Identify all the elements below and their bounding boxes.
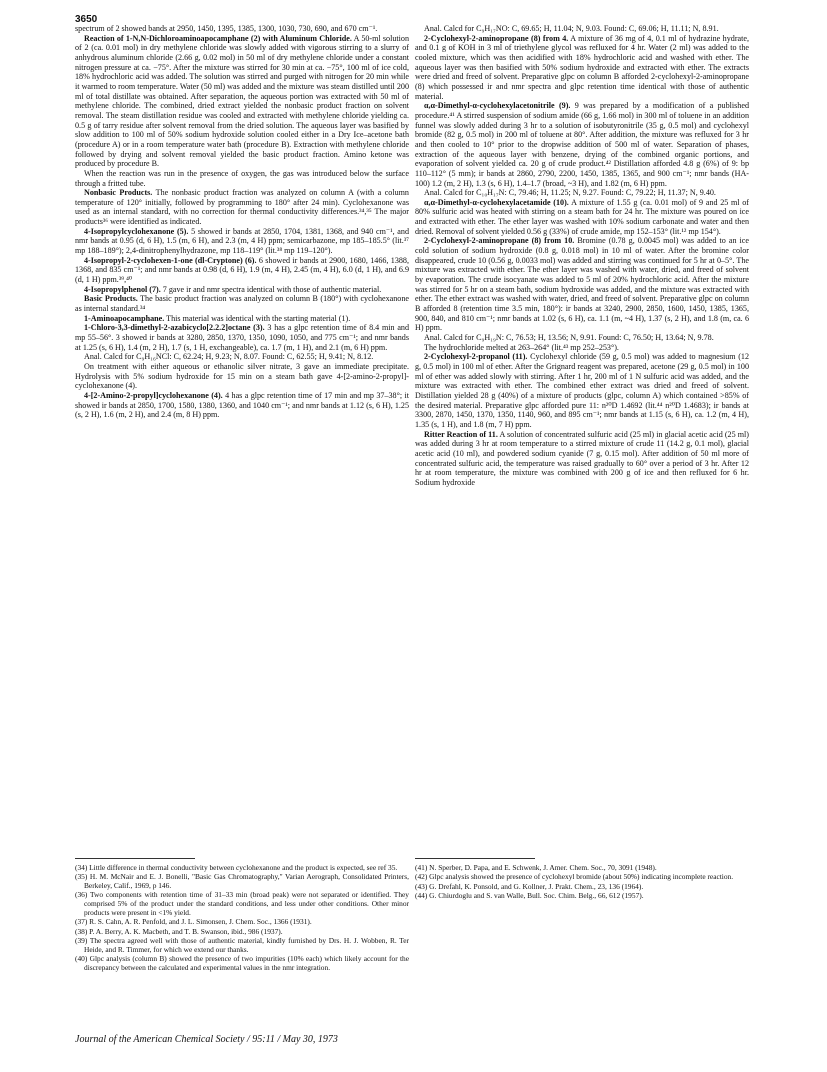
paragraph-heading: 2-Cyclohexyl-2-propanol (11). bbox=[424, 352, 528, 362]
paragraph-text: The basic product fraction was analyzed on column B (180°) with cyclohexanone as internal standard.³⁴ bbox=[75, 294, 409, 314]
footnote: (35) H. M. McNair and E. J. Bonelli, "Basic Gas Chromatography," Varian Aerograph, Consolidated Printers, Berkeley, Calif., 1969, p 146. bbox=[75, 872, 409, 891]
footnote: (34) Little difference in thermal conductivity between cyclohexanone and the product is expected, see ref 35. bbox=[75, 863, 398, 872]
paragraph-heading: 2-Cyclohexyl-2-aminopropane (8) from 4. bbox=[424, 33, 569, 43]
paragraph bbox=[75, 256, 409, 285]
paragraph bbox=[415, 236, 749, 333]
paragraph-text: spectrum of 2 showed bands at 2950, 1450, 1395, 1385, 1300, 1030, 730, 690, and 670 cm⁻¹. bbox=[75, 24, 378, 33]
paragraph-text: This material was identical with the starting material (1). bbox=[164, 313, 351, 323]
paragraph-heading: Reaction of 1-N,N-Dichloroaminoapocamphane (2) with Aluminum Chloride. bbox=[84, 33, 352, 43]
paragraph-text: A mixture of 1.55 g (ca. 0.01 mol) of 9 and 25 ml of 80% sulfuric acid was heated with stirring on a steam bath for 24 hr. The mixture was poured on ice and extracted with ether. The ether layer was washed with 10% sodium carbonate and water and then dried. Removal of solvent yielded 0.56 g (33%) of crude amide, mp 152–153° (lit.¹² mp 154°). bbox=[415, 197, 749, 236]
footnotes-right bbox=[415, 864, 749, 901]
paragraph-text: A solution of concentrated sulfuric acid (25 ml) in glacial acetic acid (25 ml) was added during 3 hr at room temperature to a stirred mixture of crude 11 (14.2 g, 0.1 mol), glacial acetic acid (10 ml), and powdered sodium cyanide (7 g, 0.15 mol). After addition of 50 ml more of concentrated sulfuric acid, the temperature was raised gradually to 60° over a period of 3 hr. After 12 hr at room temperature, the mixture was combined with 200 g of ice and then refluxed for 6 hr. Sodium hydroxide bbox=[415, 429, 750, 487]
paragraph-text: 7 gave ir and nmr spectra identical with those of authentic material. bbox=[160, 284, 382, 294]
footnote: (39) The spectra agreed well with those of authentic material, kindly furnished by Drs. H. J. Wobben, R. Ter Heide, and R. Timmer, for which we extend our thanks. bbox=[75, 935, 409, 954]
page-number: 3650 bbox=[75, 14, 98, 25]
paragraph-heading: 4-Isopropylphenol (7). bbox=[84, 284, 161, 294]
paragraph bbox=[415, 333, 749, 343]
paragraph-heading: 1-Aminoapocamphane. bbox=[84, 313, 165, 323]
footnote: (37) R. S. Cahn, A. R. Penfold, and J. L. Simonsen, J. Chem. Soc., 1366 (1931). bbox=[75, 917, 312, 927]
paragraph bbox=[75, 362, 409, 391]
paragraph-text: 4 has a glpc retention time of 17 min and mp 37–38°; it showed ir bands at 2850, 1700, 1580, 1380, 1360, and 1040 cm⁻¹; and nmr bands at 1.12 (s, 6 H), 1.25 (s, 2 H), 1.6 (m, 2 H), and 2.4 (m, 8 H) ppm. bbox=[75, 390, 409, 420]
paragraph-text: The hydrochloride melted at 263–264° (lit.⁴³ mp 252–253°). bbox=[424, 342, 619, 352]
paragraph bbox=[75, 352, 409, 362]
paragraph-text: 5 showed ir bands at 2850, 1704, 1381, 1368, and 940 cm⁻¹, and nmr bands at 0.95 (d, 6 H), 1.5 (m, 6 H), and 2.3 (m, 4 H) ppm; semicarbazone, mp 185–185.5° (lit.³⁷ mp 188–189°); 2,4-dinitrophenylhydrazone, mp 118–119° (lit.³⁸ mp 119–120°). bbox=[75, 226, 409, 256]
footnotes-left bbox=[75, 864, 409, 973]
paragraph bbox=[75, 323, 409, 352]
footnote: (43) G. Drefahl, K. Ponsold, and G. Kollner, J. Prakt. Chem., 23, 136 (1964). bbox=[415, 881, 644, 891]
paragraph bbox=[75, 227, 409, 256]
paragraph-heading: 4-Isopropyl-2-cyclohexen-1-one (dl-Cryptone) (6). bbox=[84, 255, 257, 265]
paragraph bbox=[415, 430, 749, 488]
paragraph bbox=[415, 343, 749, 353]
paragraph bbox=[415, 101, 749, 188]
paragraph-heading: 4-Isopropylcyclohexanone (5). bbox=[84, 226, 189, 236]
paragraph bbox=[415, 352, 749, 429]
paragraph-heading: Basic Products. bbox=[84, 294, 138, 304]
paragraph bbox=[75, 34, 409, 169]
paragraph-heading: Ritter Reaction of 11. bbox=[424, 429, 498, 439]
footnote-rule-left bbox=[75, 858, 195, 859]
paragraph bbox=[75, 294, 409, 313]
paragraph-text: Anal. Calcd for C₉H₁₆NCl: C, 62.24; H, 9.23; N, 8.07. Found: C, 62.55; H, 9.41; N, 8.12. bbox=[84, 352, 374, 362]
paragraph-heading: 1-Chloro-3,3-dimethyl-2-azabicyclo[2.2.2]octane (3). bbox=[84, 323, 265, 333]
paragraph-text: On treatment with either aqueous or ethanolic silver nitrate, 3 gave an immediate precipitate. Hydrolysis with 5% sodium hydroxide for 15 min on a steam bath gave 4-[2-amino-2-propyl]-cyclohexanone (4). bbox=[75, 361, 409, 391]
journal-footer: Journal of the American Chemical Society / 95:11 / May 30, 1973 bbox=[75, 1034, 338, 1045]
left-column bbox=[75, 24, 409, 844]
footnote: (36) Two components with retention time of 31–33 min (broad peak) were not separated or identified. They comprised 5% of the product under the standard conditions, and less under other conditions. Other minor products were present in <1% yield. bbox=[75, 890, 409, 917]
paragraph bbox=[75, 188, 409, 227]
paragraph bbox=[75, 285, 409, 295]
paragraph-heading: 4-[2-Amino-2-propyl]cyclohexanone (4). bbox=[84, 390, 223, 400]
paragraph bbox=[75, 391, 409, 420]
paragraph-heading: α,α-Dimethyl-α-cyclohexylacetonitrile (9). bbox=[424, 101, 571, 111]
footnote: (44) G. Chiurdoglu and S. van Walle, Bull. Soc. Chim. Belg., 66, 612 (1957). bbox=[415, 890, 644, 900]
footnote: (40) Glpc analysis (column B) showed the presence of two impurities (10% each) which likely account for the discrepancy between the calculated and experimental values in the nmr integration. bbox=[75, 953, 409, 972]
paragraph-text: When the reaction was run in the presence of oxygen, the gas was introduced below the surface through a fritted tube. bbox=[75, 168, 409, 188]
footnote: (38) P. A. Berry, A. K. Macbeth, and T. B. Swanson, ibid., 986 (1937). bbox=[75, 926, 283, 936]
paragraph-text: Bromine (0.78 g, 0.0045 mol) was added to an ice cold solution of sodium hydroxide (0.8 g, 0.018 mol) in 10 ml of water. After the bromine color disappeared, crude 10 (0.56 g, 0.0033 mol) was added and stirring was continued for 5 hr at 0–5°. The mixture was extracted with ether. The ether layer was washed with water, dried, and freed of solvent by evaporation. The crude isocyanate was added to 5 ml of 20% hydrochloric acid. After the mixture was stirred for 5 hr on a steam bath, sodium hydroxide was added, and the mixture was extracted with ether. The ether extract was washed with water, dried, and freed of solvent. Preparative glpc on column B afforded 8 (retention time 3.5 min, 180°): ir bands at 3240, 2900, 2850, 1600, 1450, 1385, 1365, 900, 840, and 810 cm⁻¹; nmr bands at 1.02 (s, 6 H), ca. 1.1 (m, ~4 H), 1.37 (s, 2 H), and 1.8 (m, ca. 6 H) ppm. bbox=[415, 236, 749, 333]
paragraph bbox=[75, 314, 409, 324]
paragraph-text: Cyclohexyl chloride (59 g, 0.5 mol) was added to magnesium (12 g, 0.5 mol) in 100 ml of ether. After the Grignard reagent was prepared, acetone (29 g, 0.5 mol) in 100 ml of ether was added slowly with stirring. After 1 hr, 200 ml of 1 N sulfuric acid was added, and the mixture was extracted with ether. The combined ether extract was dried and freed of solvent. Distillation yielded 28 g (40%) of a mixture of products (glpc, column A) which contained >85% of the desired material. Preparative glpc afforded pure 11: n²⁰D 1.4692 (lit.⁴⁴ n²⁰D 1.4683); ir bands at 3300, 2870, 1450, 1370, 1350, 1140, 960, and 895 cm⁻¹; nmr bands at 1.15 (s, 6 H), ca. 1.2 (m, 4 H), 1.35 (s, 1 H), and 1.8 (m, 7 H) ppm. bbox=[415, 352, 749, 429]
paragraph-text: A mixture of 36 mg of 4, 0.1 ml of hydrazine hydrate, and 0.1 g of KOH in 3 ml of triethylene glycol was refluxed for 4 hr. Water (2 ml) was added to the cooled mixture, which was then acidified with 18% hydrochloric acid and washed with ether. The aqueous layer was then basified with 50% sodium hydroxide and extracted with ether. The extracts were dried and freed of solvent. Preparative glpc on column B afforded 2-cyclohexyl-2-aminopropane (8) which possessed ir and nmr spectra and glpc retention time identical with those of authentic material. bbox=[415, 33, 749, 101]
paragraph bbox=[75, 169, 409, 188]
paragraph-heading: α,α-Dimethyl-α-cyclohexylacetamide (10). bbox=[424, 197, 569, 207]
paragraph-heading: Nonbasic Products. bbox=[84, 188, 153, 198]
footnote: (41) N. Sperber, D. Papa, and E. Schwenk, J. Amer. Chem. Soc., 70, 3091 (1948). bbox=[415, 863, 657, 872]
footnote: (42) Glpc analysis showed the presence of cyclohexyl bromide (about 50%) indicating incomplete reaction. bbox=[415, 872, 734, 882]
paragraph bbox=[415, 188, 749, 198]
paragraph-text: 3 has a glpc retention time of 8.4 min and mp 55–56°. 3 showed ir bands at 3280, 2850, 1370, 1350, 1090, 1050, and 775 cm⁻¹; and nmr bands at 1.25 (s, 6 H), 1.4 (m, 2 H), 1.7 (s, 1 H, exchangeable), ca. 1.7 (m, 1 H), and 2.1 (m, 6 H) ppm. bbox=[75, 323, 409, 352]
footnote-rule-right bbox=[415, 858, 535, 859]
paragraph-text: 6 showed ir bands at 2900, 1680, 1466, 1388, 1368, and 835 cm⁻¹; and nmr bands at 0.98 (d, 6 H), 1.9 (m, 4 H), 2.45 (m, 4 H), 6.0 (d, 1 H), and 6.9 (d, 1 H) ppm.³⁹,⁴⁰ bbox=[75, 255, 410, 285]
paragraph-heading: 2-Cyclohexyl-2-aminopropane (8) from 10. bbox=[424, 236, 575, 246]
paragraph-text: Anal. Calcd for C₁₀H₁₇N: C, 79.46; H, 11.25; N, 9.27. Found: C, 79.22; H, 11.37; N, 9.40. bbox=[424, 188, 716, 198]
paragraph bbox=[415, 34, 749, 102]
paragraph bbox=[75, 24, 409, 34]
right-column bbox=[415, 24, 749, 844]
paragraph-text: Anal. Calcd for C₉H₁₉N: C, 76.53; H, 13.56; N, 9.91. Found: C, 76.50; H, 13.64; N, 9.78. bbox=[424, 333, 714, 342]
paragraph-text: 9 was prepared by a modification of a published procedure.⁴¹ A stirred suspension of sodium amide (66 g, 1.66 mol) in 300 ml of toluene in an addition funnel was slowly added during 3 hr to a solution of isobutyronitrile (35 g, 0.5 mol) and cyclohexyl bromide (82 g, 0.5 mol) in 200 ml of toluene at 80°. After addition, the mixture was refluxed for 3 hr and then cooled to 10° prior to the dropwise addition of 500 ml of water. Separation of phases, extraction of the aqueous layer with benzene, drying of the combined organic portions, and evaporation of solvent yielded ca. 20 g of crude product.⁴² Distillation afforded 4.8 g (6%) of 9: bp 110–112° (5 mm); ir bands at 2860, 2790, 2200, 1450, 1385, 1365, and 900 cm⁻¹; nmr bands (HA-100) 1.2 (m, 2 H), 1.3 (s, 6 H), 1.4–1.7 (broad, ~3 H), and 1.82 (m, 6 H) ppm. bbox=[415, 101, 749, 188]
paragraph-text: A 50-ml solution of 2 (ca. 0.01 mol) in dry methylene chloride was slowly added with vigorous stirring to a slurry of anhydrous aluminum chloride (2.66 g, 0.02 mol) in 50 ml of dry methylene chloride under a constant nitrogen pressure at ca. −75°. After the mixture was stirred for 30 min at ca. −75°, 100 ml of ice cold, 18% hydrochloric acid was added. The solution was stirred and purged with nitrogen for 20 min while it warmed to room temperature. Water (50 ml) was added and the mixture was steam distilled until 200 ml of total distillate was obtained. After separation, the aqueous portion was extracted with 50 ml of methylene chloride. The combined, dried extract yielded the nonbasic product fraction on solvent removal. The steam distillation residue was cooled and extracted with methylene chloride yielding ca. 0.5 g of tarry residue after solvent removal from the dried solution. The aqueous layer was basified by slow addition to 100 ml of 50% sodium hydroxide solution cooled either in a Dry Ice–acetone bath (procedure A) or in a room temperature water bath (procedure B). Extraction with methylene chloride followed by drying and solvent removal yielded the basic product fraction. Amino ketone was produced by procedure B. bbox=[75, 33, 409, 169]
paragraph-text: The nonbasic product fraction was analyzed on column A (with a column temperature of 120° initially, followed by programming to 180° after 24 min). Cyclohexanone was used as an internal standard, with no correction for thermal conductivity differences.³⁴,³⁵ The major products³⁶ were identified as indicated. bbox=[75, 188, 409, 227]
paragraph bbox=[415, 24, 749, 34]
paragraph-text: Anal. Calcd for C₉H₁₇NO: C, 69.65; H, 11.04; N, 9.03. Found: C, 69.06; H, 11.11; N, 8.91. bbox=[424, 24, 719, 33]
paragraph bbox=[415, 198, 749, 237]
